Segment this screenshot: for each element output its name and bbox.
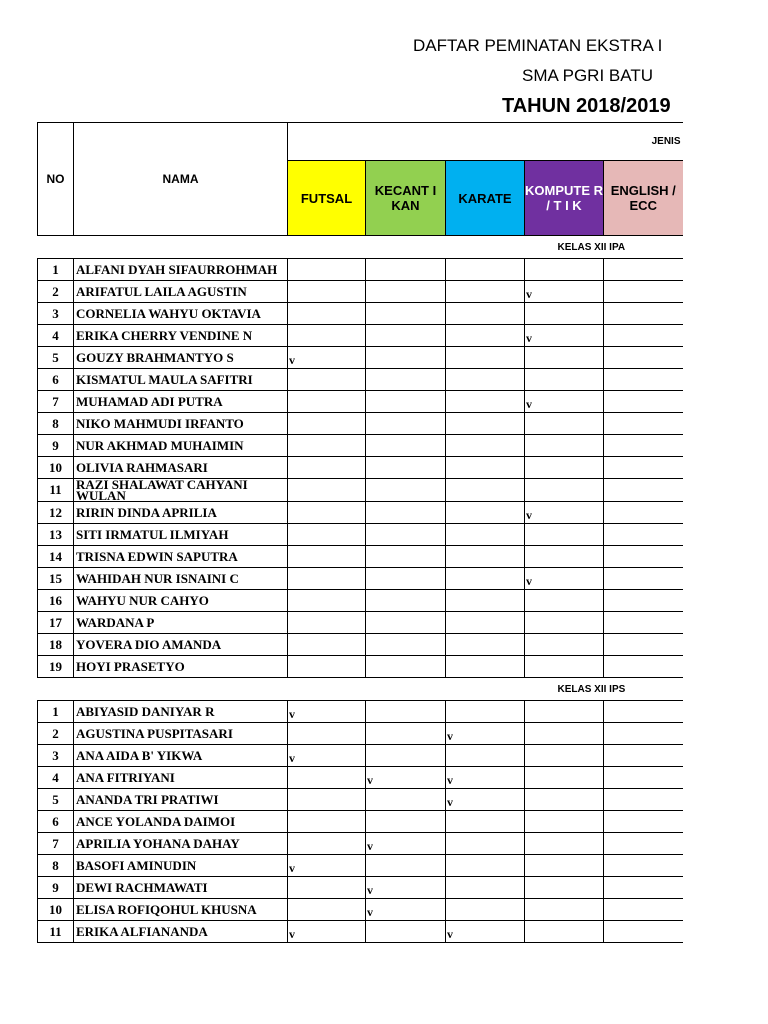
activity-mark — [446, 612, 525, 634]
row-number: 10 — [38, 899, 74, 921]
activity-mark — [604, 899, 683, 921]
activity-mark — [525, 745, 604, 767]
activity-mark — [366, 590, 446, 612]
student-name: ANA FITRIYANI — [74, 767, 288, 789]
table-row — [38, 656, 683, 678]
student-name: GOUZY BRAHMANTYO S — [74, 347, 288, 369]
activity-mark — [525, 921, 604, 943]
activity-mark: v — [288, 745, 366, 767]
activity-mark — [446, 325, 525, 347]
activity-mark: v — [366, 833, 446, 855]
activity-mark — [446, 634, 525, 656]
activity-mark — [525, 524, 604, 546]
row-number: 4 — [38, 767, 74, 789]
activity-mark — [604, 568, 683, 590]
table-row — [38, 745, 683, 767]
activity-mark — [525, 833, 604, 855]
table-row — [38, 369, 683, 391]
table-row — [38, 899, 683, 921]
row-number: 13 — [38, 524, 74, 546]
row-number: 9 — [38, 435, 74, 457]
table-row — [38, 723, 683, 745]
activity-mark — [288, 811, 366, 833]
table-row — [38, 590, 683, 612]
activity-mark — [366, 811, 446, 833]
activity-mark — [525, 612, 604, 634]
header-jenis: JENIS — [288, 123, 683, 161]
activity-mark — [525, 877, 604, 899]
row-number: 1 — [38, 701, 74, 723]
activity-mark — [604, 369, 683, 391]
activity-mark — [366, 745, 446, 767]
student-name: BASOFI AMINUDIN — [74, 855, 288, 877]
table-row — [38, 479, 683, 502]
activity-mark — [288, 568, 366, 590]
row-number: 11 — [38, 921, 74, 943]
activity-mark — [604, 634, 683, 656]
activity-mark — [525, 899, 604, 921]
activity-mark — [288, 767, 366, 789]
activity-mark — [446, 281, 525, 303]
activity-mark — [288, 612, 366, 634]
activity-mark — [446, 435, 525, 457]
activity-mark — [446, 877, 525, 899]
activity-mark: v — [525, 391, 604, 413]
header-no: NO — [38, 123, 74, 236]
activity-mark — [366, 347, 446, 369]
activity-mark: v — [288, 921, 366, 943]
student-name: ANANDA TRI PRATIWI — [74, 789, 288, 811]
activity-mark — [525, 259, 604, 281]
student-name: OLIVIA RAHMASARI — [74, 457, 288, 479]
activity-mark — [525, 457, 604, 479]
student-name: TRISNA EDWIN SAPUTRA — [74, 546, 288, 568]
activity-mark — [288, 502, 366, 524]
activity-mark — [604, 546, 683, 568]
table-row — [38, 811, 683, 833]
activity-mark — [604, 479, 683, 502]
activity-mark: v — [525, 281, 604, 303]
activity-mark — [525, 811, 604, 833]
activity-mark — [525, 347, 604, 369]
activity-mark — [604, 745, 683, 767]
activity-mark — [288, 303, 366, 325]
activity-mark — [446, 413, 525, 435]
table-row — [38, 502, 683, 524]
row-number: 5 — [38, 789, 74, 811]
header-nama: NAMA — [74, 123, 288, 236]
table-row — [38, 391, 683, 413]
section-label: KELAS XII IPA — [38, 236, 683, 259]
row-number: 17 — [38, 612, 74, 634]
activity-mark — [604, 767, 683, 789]
activity-mark — [366, 921, 446, 943]
student-name: ANA AIDA B' YIKWA — [74, 745, 288, 767]
activity-mark — [446, 568, 525, 590]
row-number: 15 — [38, 568, 74, 590]
activity-mark — [288, 435, 366, 457]
row-number: 9 — [38, 877, 74, 899]
activity-mark — [366, 656, 446, 678]
table-row — [38, 612, 683, 634]
activity-mark — [366, 391, 446, 413]
activity-mark — [525, 701, 604, 723]
activity-mark: v — [525, 568, 604, 590]
activity-mark — [604, 590, 683, 612]
row-number: 8 — [38, 413, 74, 435]
row-number: 3 — [38, 745, 74, 767]
student-name: ARIFATUL LAILA AGUSTIN — [74, 281, 288, 303]
activity-mark: v — [366, 877, 446, 899]
activity-mark: v — [288, 347, 366, 369]
activity-mark — [288, 634, 366, 656]
student-name: ALFANI DYAH SIFAURROHMAH — [74, 259, 288, 281]
student-name: NIKO MAHMUDI IRFANTO — [74, 413, 288, 435]
table-row — [38, 347, 683, 369]
activity-mark: v — [446, 723, 525, 745]
row-number: 19 — [38, 656, 74, 678]
activity-mark — [366, 546, 446, 568]
row-number: 2 — [38, 723, 74, 745]
activity-mark — [288, 413, 366, 435]
table-row — [38, 413, 683, 435]
activity-mark — [446, 391, 525, 413]
table-row — [38, 877, 683, 899]
activity-mark — [525, 435, 604, 457]
section-label: KELAS XII IPS — [38, 678, 683, 701]
student-name: HOYI PRASETYO — [74, 656, 288, 678]
activity-mark — [604, 347, 683, 369]
activity-mark — [366, 568, 446, 590]
activity-mark — [525, 303, 604, 325]
activity-mark: v — [446, 789, 525, 811]
activity-mark — [525, 723, 604, 745]
activity-mark — [525, 413, 604, 435]
activity-mark — [525, 634, 604, 656]
activity-mark — [366, 701, 446, 723]
row-number: 2 — [38, 281, 74, 303]
header-activity: ENGLISH / ECC — [604, 161, 683, 236]
activity-mark — [288, 877, 366, 899]
table-row — [38, 435, 683, 457]
activity-mark — [525, 656, 604, 678]
row-number: 12 — [38, 502, 74, 524]
table-row — [38, 457, 683, 479]
student-name: SITI IRMATUL ILMIYAH — [74, 524, 288, 546]
activity-mark — [446, 855, 525, 877]
table-row — [38, 701, 683, 723]
table-row — [38, 833, 683, 855]
row-number: 1 — [38, 259, 74, 281]
table-row — [38, 634, 683, 656]
row-number: 6 — [38, 369, 74, 391]
activity-mark — [288, 833, 366, 855]
activity-mark — [604, 413, 683, 435]
activity-mark — [288, 899, 366, 921]
activity-mark — [288, 325, 366, 347]
activity-mark — [525, 855, 604, 877]
table-row — [38, 855, 683, 877]
activity-mark — [604, 877, 683, 899]
activity-mark — [446, 479, 525, 502]
table-row — [38, 281, 683, 303]
table-row — [38, 568, 683, 590]
school-name: SMA PGRI BATU — [522, 66, 653, 85]
activity-mark — [366, 281, 446, 303]
activity-mark — [446, 457, 525, 479]
activity-mark — [604, 325, 683, 347]
activity-mark: v — [366, 767, 446, 789]
student-name: YOVERA DIO AMANDA — [74, 634, 288, 656]
table-row — [38, 325, 683, 347]
activity-mark — [446, 590, 525, 612]
student-name: ABIYASID DANIYAR R — [74, 701, 288, 723]
activity-mark — [288, 524, 366, 546]
activity-mark — [366, 435, 446, 457]
activity-mark — [446, 502, 525, 524]
student-name: ELISA ROFIQOHUL KHUSNA — [74, 899, 288, 921]
activity-mark: v — [288, 855, 366, 877]
student-name: KISMATUL MAULA SAFITRI — [74, 369, 288, 391]
activity-mark — [288, 590, 366, 612]
row-number: 10 — [38, 457, 74, 479]
activity-mark — [446, 833, 525, 855]
header-activity: KECANT I KAN — [366, 161, 446, 236]
activity-mark — [446, 303, 525, 325]
activity-mark — [288, 479, 366, 502]
activity-mark — [604, 811, 683, 833]
student-name: WAHYU NUR CAHYO — [74, 590, 288, 612]
activity-mark — [604, 855, 683, 877]
student-name: RIRIN DINDA APRILIA — [74, 502, 288, 524]
activity-mark — [604, 457, 683, 479]
table-row — [38, 259, 683, 281]
activity-mark — [604, 303, 683, 325]
activity-mark — [366, 524, 446, 546]
activity-mark — [604, 435, 683, 457]
student-name: RAZI SHALAWAT CAHYANI WULAN — [74, 479, 288, 502]
row-number: 18 — [38, 634, 74, 656]
activity-mark — [525, 369, 604, 391]
table-row — [38, 303, 683, 325]
activity-mark — [446, 745, 525, 767]
activity-mark — [604, 281, 683, 303]
activity-mark — [604, 391, 683, 413]
student-name: WAHIDAH NUR ISNAINI C — [74, 568, 288, 590]
student-name: NUR AKHMAD MUHAIMIN — [74, 435, 288, 457]
activity-mark — [604, 524, 683, 546]
activity-mark — [288, 457, 366, 479]
row-number: 6 — [38, 811, 74, 833]
student-name: APRILIA YOHANA DAHAY — [74, 833, 288, 855]
student-name: WARDANA P — [74, 612, 288, 634]
activity-mark — [604, 789, 683, 811]
activity-mark — [525, 479, 604, 502]
activity-mark — [446, 369, 525, 391]
activity-mark: v — [288, 701, 366, 723]
activity-mark — [604, 921, 683, 943]
document-title: DAFTAR PEMINATAN EKSTRA I — [413, 36, 663, 55]
activity-mark: v — [446, 767, 525, 789]
activity-mark — [446, 811, 525, 833]
activity-mark — [288, 723, 366, 745]
activity-mark — [446, 347, 525, 369]
row-number: 8 — [38, 855, 74, 877]
student-name: ERIKA CHERRY VENDINE N — [74, 325, 288, 347]
row-number: 14 — [38, 546, 74, 568]
activity-mark — [604, 259, 683, 281]
row-number: 4 — [38, 325, 74, 347]
activity-mark — [288, 546, 366, 568]
activity-mark — [288, 259, 366, 281]
school-year: TAHUN 2018/2019 — [502, 95, 671, 117]
activity-mark — [525, 546, 604, 568]
activity-mark — [288, 656, 366, 678]
activity-mark: v — [525, 502, 604, 524]
spreadsheet — [37, 122, 683, 943]
activity-mark — [604, 656, 683, 678]
activity-mark — [366, 259, 446, 281]
activity-mark — [366, 303, 446, 325]
activity-mark — [366, 413, 446, 435]
activity-mark — [366, 723, 446, 745]
student-name: MUHAMAD ADI PUTRA — [74, 391, 288, 413]
activity-mark — [366, 634, 446, 656]
activity-mark: v — [525, 325, 604, 347]
student-name: DEWI RACHMAWATI — [74, 877, 288, 899]
activity-mark — [525, 767, 604, 789]
row-number: 11 — [38, 479, 74, 502]
activity-mark — [366, 369, 446, 391]
activity-mark — [604, 502, 683, 524]
activity-mark — [366, 612, 446, 634]
table-row — [38, 789, 683, 811]
activity-mark — [366, 479, 446, 502]
row-number: 7 — [38, 833, 74, 855]
activity-mark — [525, 590, 604, 612]
activity-mark — [525, 789, 604, 811]
activity-mark — [604, 833, 683, 855]
activity-mark: v — [366, 899, 446, 921]
row-number: 16 — [38, 590, 74, 612]
activity-mark — [446, 524, 525, 546]
table-row — [38, 921, 683, 943]
activity-mark — [366, 502, 446, 524]
activity-mark — [446, 899, 525, 921]
row-number: 5 — [38, 347, 74, 369]
participant-table — [37, 122, 683, 943]
activity-mark — [288, 281, 366, 303]
activity-mark — [446, 546, 525, 568]
student-name: ANCE YOLANDA DAIMOI — [74, 811, 288, 833]
activity-mark — [288, 369, 366, 391]
header-activity: FUTSAL — [288, 161, 366, 236]
activity-mark — [366, 457, 446, 479]
activity-mark: v — [446, 921, 525, 943]
activity-mark — [366, 325, 446, 347]
student-name: ERIKA ALFIANANDA — [74, 921, 288, 943]
activity-mark — [288, 789, 366, 811]
activity-mark — [446, 656, 525, 678]
activity-mark — [604, 612, 683, 634]
activity-mark — [446, 701, 525, 723]
student-name: AGUSTINA PUSPITASARI — [74, 723, 288, 745]
table-row — [38, 546, 683, 568]
table-row — [38, 524, 683, 546]
activity-mark — [604, 723, 683, 745]
activity-mark — [604, 701, 683, 723]
header-activity: KARATE — [446, 161, 525, 236]
activity-mark — [288, 391, 366, 413]
activity-mark — [366, 789, 446, 811]
header-activity: KOMPUTE R / T I K — [525, 161, 604, 236]
student-name: CORNELIA WAHYU OKTAVIA — [74, 303, 288, 325]
row-number: 3 — [38, 303, 74, 325]
activity-mark — [446, 259, 525, 281]
table-row — [38, 767, 683, 789]
row-number: 7 — [38, 391, 74, 413]
activity-mark — [366, 855, 446, 877]
